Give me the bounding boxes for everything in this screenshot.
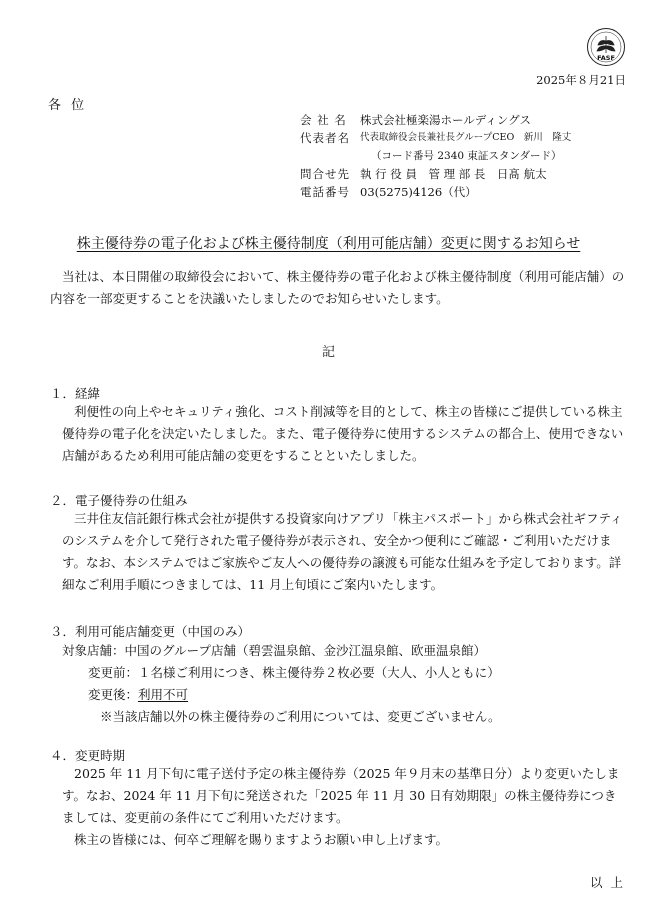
after-change-value: 利用不可 [138,687,189,702]
contact-row [300,165,571,183]
company-info-block [300,111,571,201]
contact-label: 問合せ先 [300,167,350,181]
fasf-plant-logo-icon [586,27,626,67]
representative-value: 代表取締役会長兼社長グループCEO 新川 隆丈 [360,132,572,143]
section-2-body: 三井住友信託銀行株式会社が提供する投資家向けアプリ「株主パスポート」から株式会社ギフティのシステムを介して発行された電子優待券が表示され、安全かつ便利にご確認・ご利用いただけます。なお、本システムではご家族やご友人への優待券の譲渡も可能な仕組みを予定しております。詳細なご利用手順につきましては、11 月上旬頃にご案内いたします。 [62,511,623,592]
company-row [300,111,571,129]
section-1-heading: １．経緯 [50,386,101,401]
intro-paragraph: 当社は、本日開催の取締役会において、株主優待券の電子化および株主優待制度（利用可能店舗）の内容を一部変更することを決議いたしましたのでお知らせいたします。 [50,269,625,306]
after-change-label: 変更後： [88,687,139,702]
addressee: 各 位 [48,98,88,113]
section-4-body: 2025 年 11 月下旬に電子送付予定の株主優待券（2025 年９月末の基準日分）より変更いたします。なお、2024 年 11 月下旬に発送された「2025 年 11 月 30 日有効期限」の株主優待券につきましては、変更前の条件にてご利用いただけます。 [62,766,620,825]
contact-value: 執 行 役 員 管 理 部 長 日髙 航太 [360,167,547,181]
target-stores-value: 中国のグループ店舗（碧雲温泉館、金沙江温泉館、欧亜温泉館） [124,643,487,658]
before-change-label: 変更前： [88,665,139,680]
ki-mark: 記 [321,345,335,360]
section-1-body: 利便性の向上やセキュリティ強化、コスト削減等を目的として、株主の皆様にご提供している株主優待券の電子化を決定いたしました。また、電子優待券に使用するシステムの都合上、使用できない店舗があるため利用可能店舗の変更をすることといたしました。 [62,404,624,463]
logo-text: FASF [597,54,615,62]
closing-mark: 以上 [590,875,632,890]
representative-row [300,129,571,147]
representative-label: 代表者名 [300,131,350,145]
company-label: 会 社 名 [300,113,347,127]
phone-row [300,183,571,201]
target-stores-label: 対象店舗： [62,643,125,658]
after-change-line [88,685,188,703]
target-stores-line [62,641,486,659]
company-logo [586,27,626,67]
section-4-closing-remark: 株主の皆様には、何卒ご理解を賜りますようお願い申し上げます。 [74,832,449,847]
issue-date: 2025年８月21日 [536,73,626,87]
document-title: 株主優待券の電子化および株主優待制度（利用可能店舗）変更に関するお知らせ [76,236,581,252]
phone-value: 03(5275)4126（代） [360,185,477,199]
section-3-note: ※当該店舗以外の株主優待券のご利用については、変更ございません。 [100,709,501,724]
before-change-line [88,663,500,681]
section-4-heading: ４．変更時期 [50,748,126,763]
section-3-heading: ３．利用可能店舗変更（中国のみ） [50,624,251,639]
before-change-value: １名様ご利用につき、株主優待券２枚必要（大人、小人ともに） [138,665,500,680]
section-2-heading: ２．電子優待券の仕組み [50,493,188,508]
stock-code: （コード番号 2340 東証スタンダード） [371,150,562,162]
phone-label: 電話番号 [300,185,350,199]
company-value: 株式会社極楽湯ホールディングス [360,113,532,127]
code-row [300,147,571,165]
